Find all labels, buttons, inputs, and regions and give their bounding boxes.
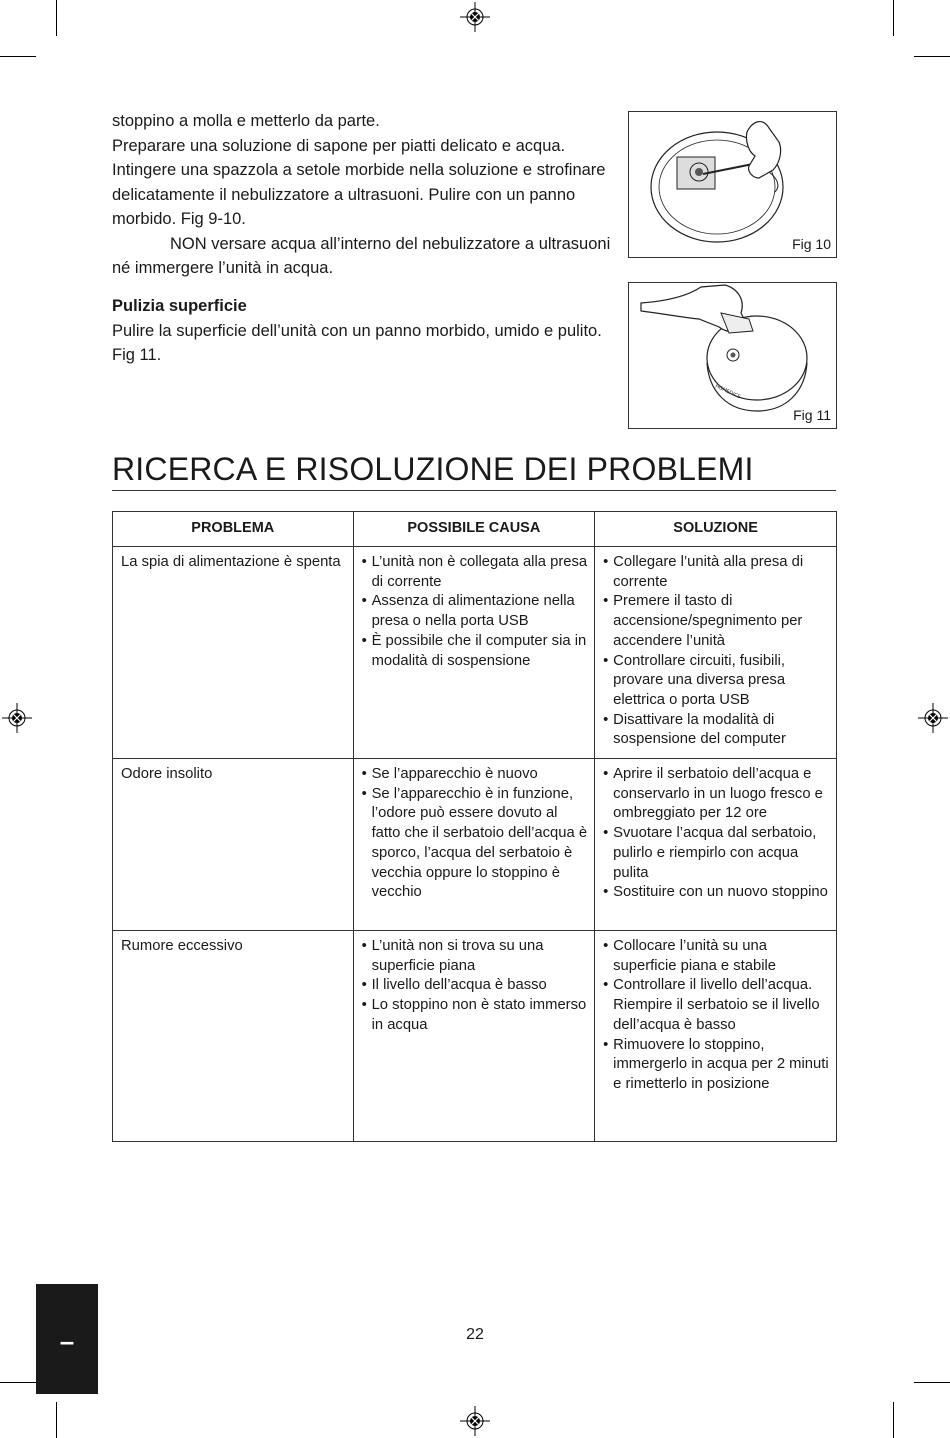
cause-cell xyxy=(353,931,595,1142)
list-item: • Aprire il serbatoio dell’acqua e conservarlo in un luogo fresco e ombreggiato per 12 ore xyxy=(603,765,830,824)
table-row xyxy=(113,931,837,1142)
cleaning-text xyxy=(112,109,622,281)
registration-mark-icon xyxy=(2,703,32,733)
table-row xyxy=(113,759,837,931)
product-logo-text: HOMEDICS xyxy=(714,383,742,401)
list-item: • Se l’apparecchio è in funzione, l’odore può essere dovuto al fatto che il serbatoio dell’acqua è sporco, l’acqua del serbatoio è vecchia oppure lo stoppino è vecchio xyxy=(362,785,589,903)
list-item: • Controllare il livello dell’acqua. Riempire il serbatoio se il livello dell’acqua è basso xyxy=(603,976,830,1035)
problem-cell: Rumore eccessivo xyxy=(113,931,354,1142)
list-item: • È possibile che il computer sia in modalità di sospensione xyxy=(362,632,589,671)
solution-cell xyxy=(595,931,837,1142)
list-item: • Il livello dell’acqua è basso xyxy=(362,976,589,996)
list-item: • Sostituire con un nuovo stoppino xyxy=(603,883,830,903)
crop-mark xyxy=(56,0,57,36)
crop-mark xyxy=(56,1402,57,1438)
problem-cell: Odore insolito xyxy=(113,759,354,931)
cause-cell xyxy=(353,759,595,931)
crop-mark xyxy=(914,1382,950,1383)
figure-label: Fig 11 xyxy=(793,407,831,423)
registration-mark-icon xyxy=(918,703,948,733)
cause-cell xyxy=(353,547,595,759)
registration-mark-icon xyxy=(460,2,490,32)
list-item: • L’unità non si trova su una superficie piana xyxy=(362,937,589,976)
cleaning-paragraph: stoppino a molla e metterlo da parte. xyxy=(112,112,380,130)
problem-cell: La spia di alimentazione è spenta xyxy=(113,547,354,759)
list-item: • Rimuovere lo stoppino, immergerlo in acqua per 2 minuti e rimetterlo in posizione xyxy=(603,1036,830,1095)
crop-mark xyxy=(893,1402,894,1438)
header-problem: PROBLEMA xyxy=(113,512,354,547)
solution-cell xyxy=(595,759,837,931)
list-item: • Assenza di alimentazione nella presa o nella porta USB xyxy=(362,592,589,631)
troubleshooting-table xyxy=(112,511,837,1142)
solution-cell xyxy=(595,547,837,759)
list-item: • Disattivare la modalità di sospensione del computer xyxy=(603,711,830,750)
table-header-row xyxy=(113,512,837,547)
list-item: • Collocare l’unità su una superficie piana e stabile xyxy=(603,937,830,976)
figure-11 xyxy=(628,282,837,429)
table-row xyxy=(113,547,837,759)
list-item: • Se l’apparecchio è nuovo xyxy=(362,765,589,785)
figure-10 xyxy=(628,111,837,258)
list-item: • Lo stoppino non è stato immerso in acqua xyxy=(362,996,589,1035)
list-item: • L’unità non è collegata alla presa di corrente xyxy=(362,553,589,592)
crop-mark xyxy=(893,0,894,36)
warning-paragraph: NON versare acqua all’interno del nebulizzatore a ultrasuoni né immergere l’unità in acqua. xyxy=(112,234,611,277)
header-cause: POSSIBILE CAUSA xyxy=(353,512,595,547)
crop-mark xyxy=(0,1382,36,1383)
header-solution: SOLUZIONE xyxy=(595,512,837,547)
tab-mark: – xyxy=(59,1326,75,1356)
figure-label: Fig 10 xyxy=(792,236,831,252)
list-item: • Premere il tasto di accensione/spegnimento per accendere l’unità xyxy=(603,592,830,651)
list-item: • Svuotare l’acqua dal serbatoio, pulirlo e riempirlo con acqua pulita xyxy=(603,824,830,883)
list-item: • Controllare circuiti, fusibili, provare una diversa presa elettrica o porta USB xyxy=(603,652,830,711)
list-item: • Collegare l’unità alla presa di corrente xyxy=(603,553,830,592)
surface-paragraph: Pulire la superficie dell’unità con un panno morbido, umido e pulito. Fig 11. xyxy=(112,321,602,364)
surface-section xyxy=(112,294,622,368)
cleaning-paragraph: Preparare una soluzione di sapone per piatti delicato e acqua. Intingere una spazzola a setole morbide nella soluzione e strofinare delicatamente il nebulizzatore a ultrasuoni. Pulire con un panno morbido. Fig 9-10. xyxy=(112,136,606,228)
crop-mark xyxy=(0,56,36,57)
section-title: RICERCA E RISOLUZIONE DEI PROBLEMI xyxy=(112,448,836,491)
registration-mark-icon xyxy=(460,1406,490,1436)
surface-heading: Pulizia superficie xyxy=(112,297,247,315)
crop-mark xyxy=(914,56,950,57)
page-number: 22 xyxy=(466,1326,484,1343)
